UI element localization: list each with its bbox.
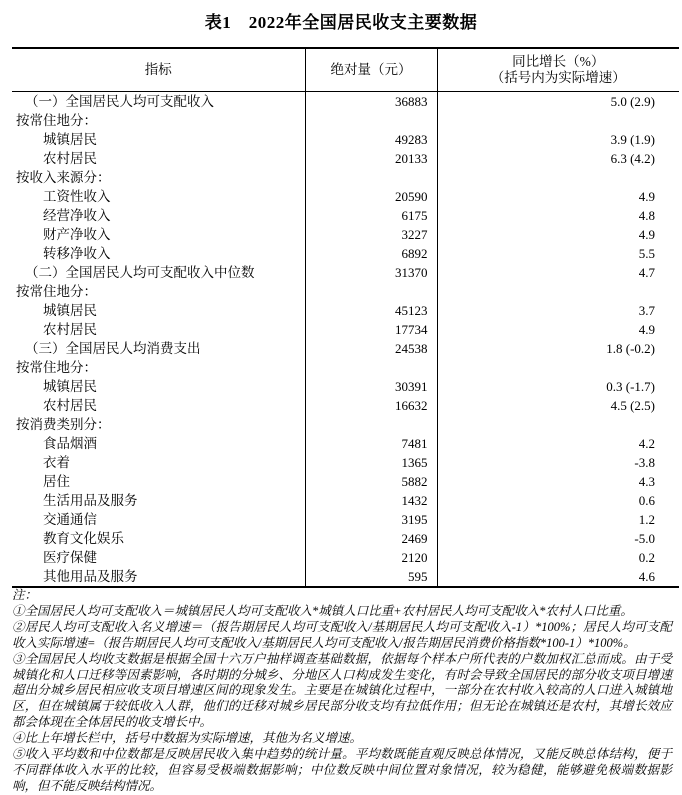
page-title: 表1 2022年全国居民收支主要数据 (204, 13, 478, 32)
header-row (12, 48, 679, 92)
table-row (12, 301, 679, 320)
header-yoy-growth (437, 48, 679, 92)
table-row (12, 434, 679, 453)
notes-section (12, 588, 672, 795)
indicator-cell: （三）全国居民人均消费支出 (25, 341, 201, 356)
table-row (12, 92, 679, 112)
table-row (12, 339, 679, 358)
indicator-cell: 财产净收入 (43, 227, 111, 242)
table-row (12, 111, 679, 130)
growth-cell: 1.8 (-0.2) (437, 339, 679, 358)
table-row (12, 453, 679, 472)
indicator-cell: 按消费类别分： (16, 417, 111, 432)
table-note: ②居民人均可支配收入名义增速＝（报告期居民人均可支配收入/基期居民人均可支配收入-1）*100%；居民人均可支配收入实际增速=（报告期居民人均可支配收入/基期居民人均可支配收入/报告期居民消费价格指数*100-1）*100%。 (12, 619, 672, 650)
growth-cell: 4.9 (437, 225, 679, 244)
absolute-value-cell: 6175 (305, 206, 437, 225)
absolute-value-cell: 31370 (305, 263, 437, 282)
growth-cell: 4.5 (2.5) (437, 396, 679, 415)
indicator-cell: 按收入来源分： (16, 170, 111, 185)
table-note: ④比上年增长栏中，括号中数据为实际增速，其他为名义增速。 (12, 731, 363, 746)
indicator-cell: 居住 (43, 474, 70, 489)
table-row (12, 510, 679, 529)
growth-cell: 0.3 (-1.7) (437, 377, 679, 396)
absolute-value-cell: 17734 (305, 320, 437, 339)
table-row (12, 529, 679, 548)
growth-cell (437, 358, 679, 377)
growth-cell: 4.9 (437, 187, 679, 206)
indicator-cell: 交通通信 (43, 512, 97, 527)
absolute-value-cell (305, 168, 437, 187)
growth-cell: 0.6 (437, 491, 679, 510)
growth-cell: 3.9 (1.9) (437, 130, 679, 149)
growth-cell: 4.9 (437, 320, 679, 339)
growth-cell: 3.7 (437, 301, 679, 320)
absolute-value-cell: 3227 (305, 225, 437, 244)
growth-cell: 4.8 (437, 206, 679, 225)
growth-cell: 0.2 (437, 548, 679, 567)
absolute-value-cell: 16632 (305, 396, 437, 415)
table-row (12, 168, 679, 187)
absolute-value-cell (305, 111, 437, 130)
table-row (12, 567, 679, 587)
absolute-value-cell: 20133 (305, 149, 437, 168)
table-row (12, 149, 679, 168)
growth-cell (437, 111, 679, 130)
table-row (12, 548, 679, 567)
header-yoy-growth-line1: 同比增长（%） (512, 54, 605, 70)
absolute-value-cell: 6892 (305, 244, 437, 263)
table-row (12, 263, 679, 282)
indicator-cell: 按常住地分： (16, 284, 97, 299)
growth-cell (437, 415, 679, 434)
absolute-value-cell: 1432 (305, 491, 437, 510)
table-note: ①全国居民人均可支配收入＝城镇居民人均可支配收入*城镇人口比重+农村居民人均可支配收入*农村人口比重。 (12, 603, 633, 618)
table-row (12, 320, 679, 339)
growth-cell: 1.2 (437, 510, 679, 529)
indicator-cell: （一）全国居民人均可支配收入 (25, 94, 214, 109)
table-note: ⑤收入平均数和中位数都是反映居民收入集中趋势的统计量。平均数既能直观反映总体情况，又能反映总体结构，便于不同群体收入水平的比较，但容易受极端数据影响；中位数反映中间位置对象情况，较为稳健，能够避免极端数据影响，但不能反映结构情况。 (12, 747, 672, 793)
header-absolute-amount: 绝对量（元） (305, 48, 437, 92)
indicator-cell: 其他用品及服务 (43, 569, 138, 584)
absolute-value-cell: 5882 (305, 472, 437, 491)
table-row (12, 187, 679, 206)
notes-label: 注： (12, 588, 38, 602)
absolute-value-cell (305, 358, 437, 377)
table-row (12, 491, 679, 510)
absolute-value-cell: 2469 (305, 529, 437, 548)
table-row (12, 358, 679, 377)
table-row (12, 225, 679, 244)
absolute-value-cell: 7481 (305, 434, 437, 453)
absolute-value-cell (305, 415, 437, 434)
growth-cell: -3.8 (437, 453, 679, 472)
table-header (12, 48, 679, 92)
table-row (12, 244, 679, 263)
indicator-cell: 食品烟酒 (43, 436, 97, 451)
absolute-value-cell: 1365 (305, 453, 437, 472)
indicator-cell: 农村居民 (43, 151, 97, 166)
indicator-cell: 经营净收入 (43, 208, 111, 223)
indicator-cell: 按常住地分： (16, 113, 97, 128)
absolute-value-cell (305, 282, 437, 301)
table-row (12, 282, 679, 301)
growth-cell: 4.2 (437, 434, 679, 453)
absolute-value-cell: 2120 (305, 548, 437, 567)
absolute-value-cell: 24538 (305, 339, 437, 358)
absolute-value-cell: 49283 (305, 130, 437, 149)
growth-cell: 4.7 (437, 263, 679, 282)
income-expenditure-table (12, 47, 679, 588)
absolute-value-cell: 595 (305, 567, 437, 587)
absolute-value-cell: 20590 (305, 187, 437, 206)
indicator-cell: 农村居民 (43, 322, 97, 337)
indicator-cell: 医疗保健 (43, 550, 97, 565)
table-row (12, 206, 679, 225)
absolute-value-cell: 36883 (305, 92, 437, 112)
header-yoy-growth-line2: （括号内为实际增速） (490, 70, 626, 85)
indicator-cell: 城镇居民 (43, 303, 97, 318)
table-row (12, 472, 679, 491)
table-row (12, 396, 679, 415)
table-row (12, 415, 679, 434)
growth-cell (437, 282, 679, 301)
table-body (12, 92, 679, 588)
indicator-cell: 生活用品及服务 (43, 493, 138, 508)
growth-cell (437, 168, 679, 187)
indicator-cell: 城镇居民 (43, 132, 97, 147)
indicator-cell: （二）全国居民人均可支配收入中位数 (25, 265, 255, 280)
indicator-cell: 按常住地分： (16, 360, 97, 375)
growth-cell: -5.0 (437, 529, 679, 548)
growth-cell: 4.3 (437, 472, 679, 491)
indicator-cell: 工资性收入 (43, 189, 111, 204)
growth-cell: 4.6 (437, 567, 679, 587)
indicator-cell: 转移净收入 (43, 246, 111, 261)
indicator-cell: 城镇居民 (43, 379, 97, 394)
absolute-value-cell: 45123 (305, 301, 437, 320)
indicator-cell: 衣着 (43, 455, 70, 470)
table-row (12, 130, 679, 149)
growth-cell: 5.5 (437, 244, 679, 263)
table-note: ③全国居民人均收支数据是根据全国十六万户抽样调查基础数据，依据每个样本户所代表的户数加权汇总而成。由于受城镇化和人口迁移等因素影响，各时期的分城乡、分地区人口构成发生变化，有时会导致全国居民的部分收支项目增速超出分城乡居民相应收支项目增速区间的现象发生。主要是在城镇化过程中，一部分在农村收入较高的人口进入城镇地区，但在城镇属于较低收入人群，他们的迁移对城乡居民部分收支均有拉低作用；但无论在城镇还是农村，其增长效应都会体现在全体居民的收支增长中。 (12, 651, 672, 730)
table-row (12, 377, 679, 396)
growth-cell: 5.0 (2.9) (437, 92, 679, 112)
growth-cell: 6.3 (4.2) (437, 149, 679, 168)
absolute-value-cell: 30391 (305, 377, 437, 396)
absolute-value-cell: 3195 (305, 510, 437, 529)
indicator-cell: 教育文化娱乐 (43, 531, 124, 546)
header-indicator: 指标 (12, 48, 305, 92)
indicator-cell: 农村居民 (43, 398, 97, 413)
